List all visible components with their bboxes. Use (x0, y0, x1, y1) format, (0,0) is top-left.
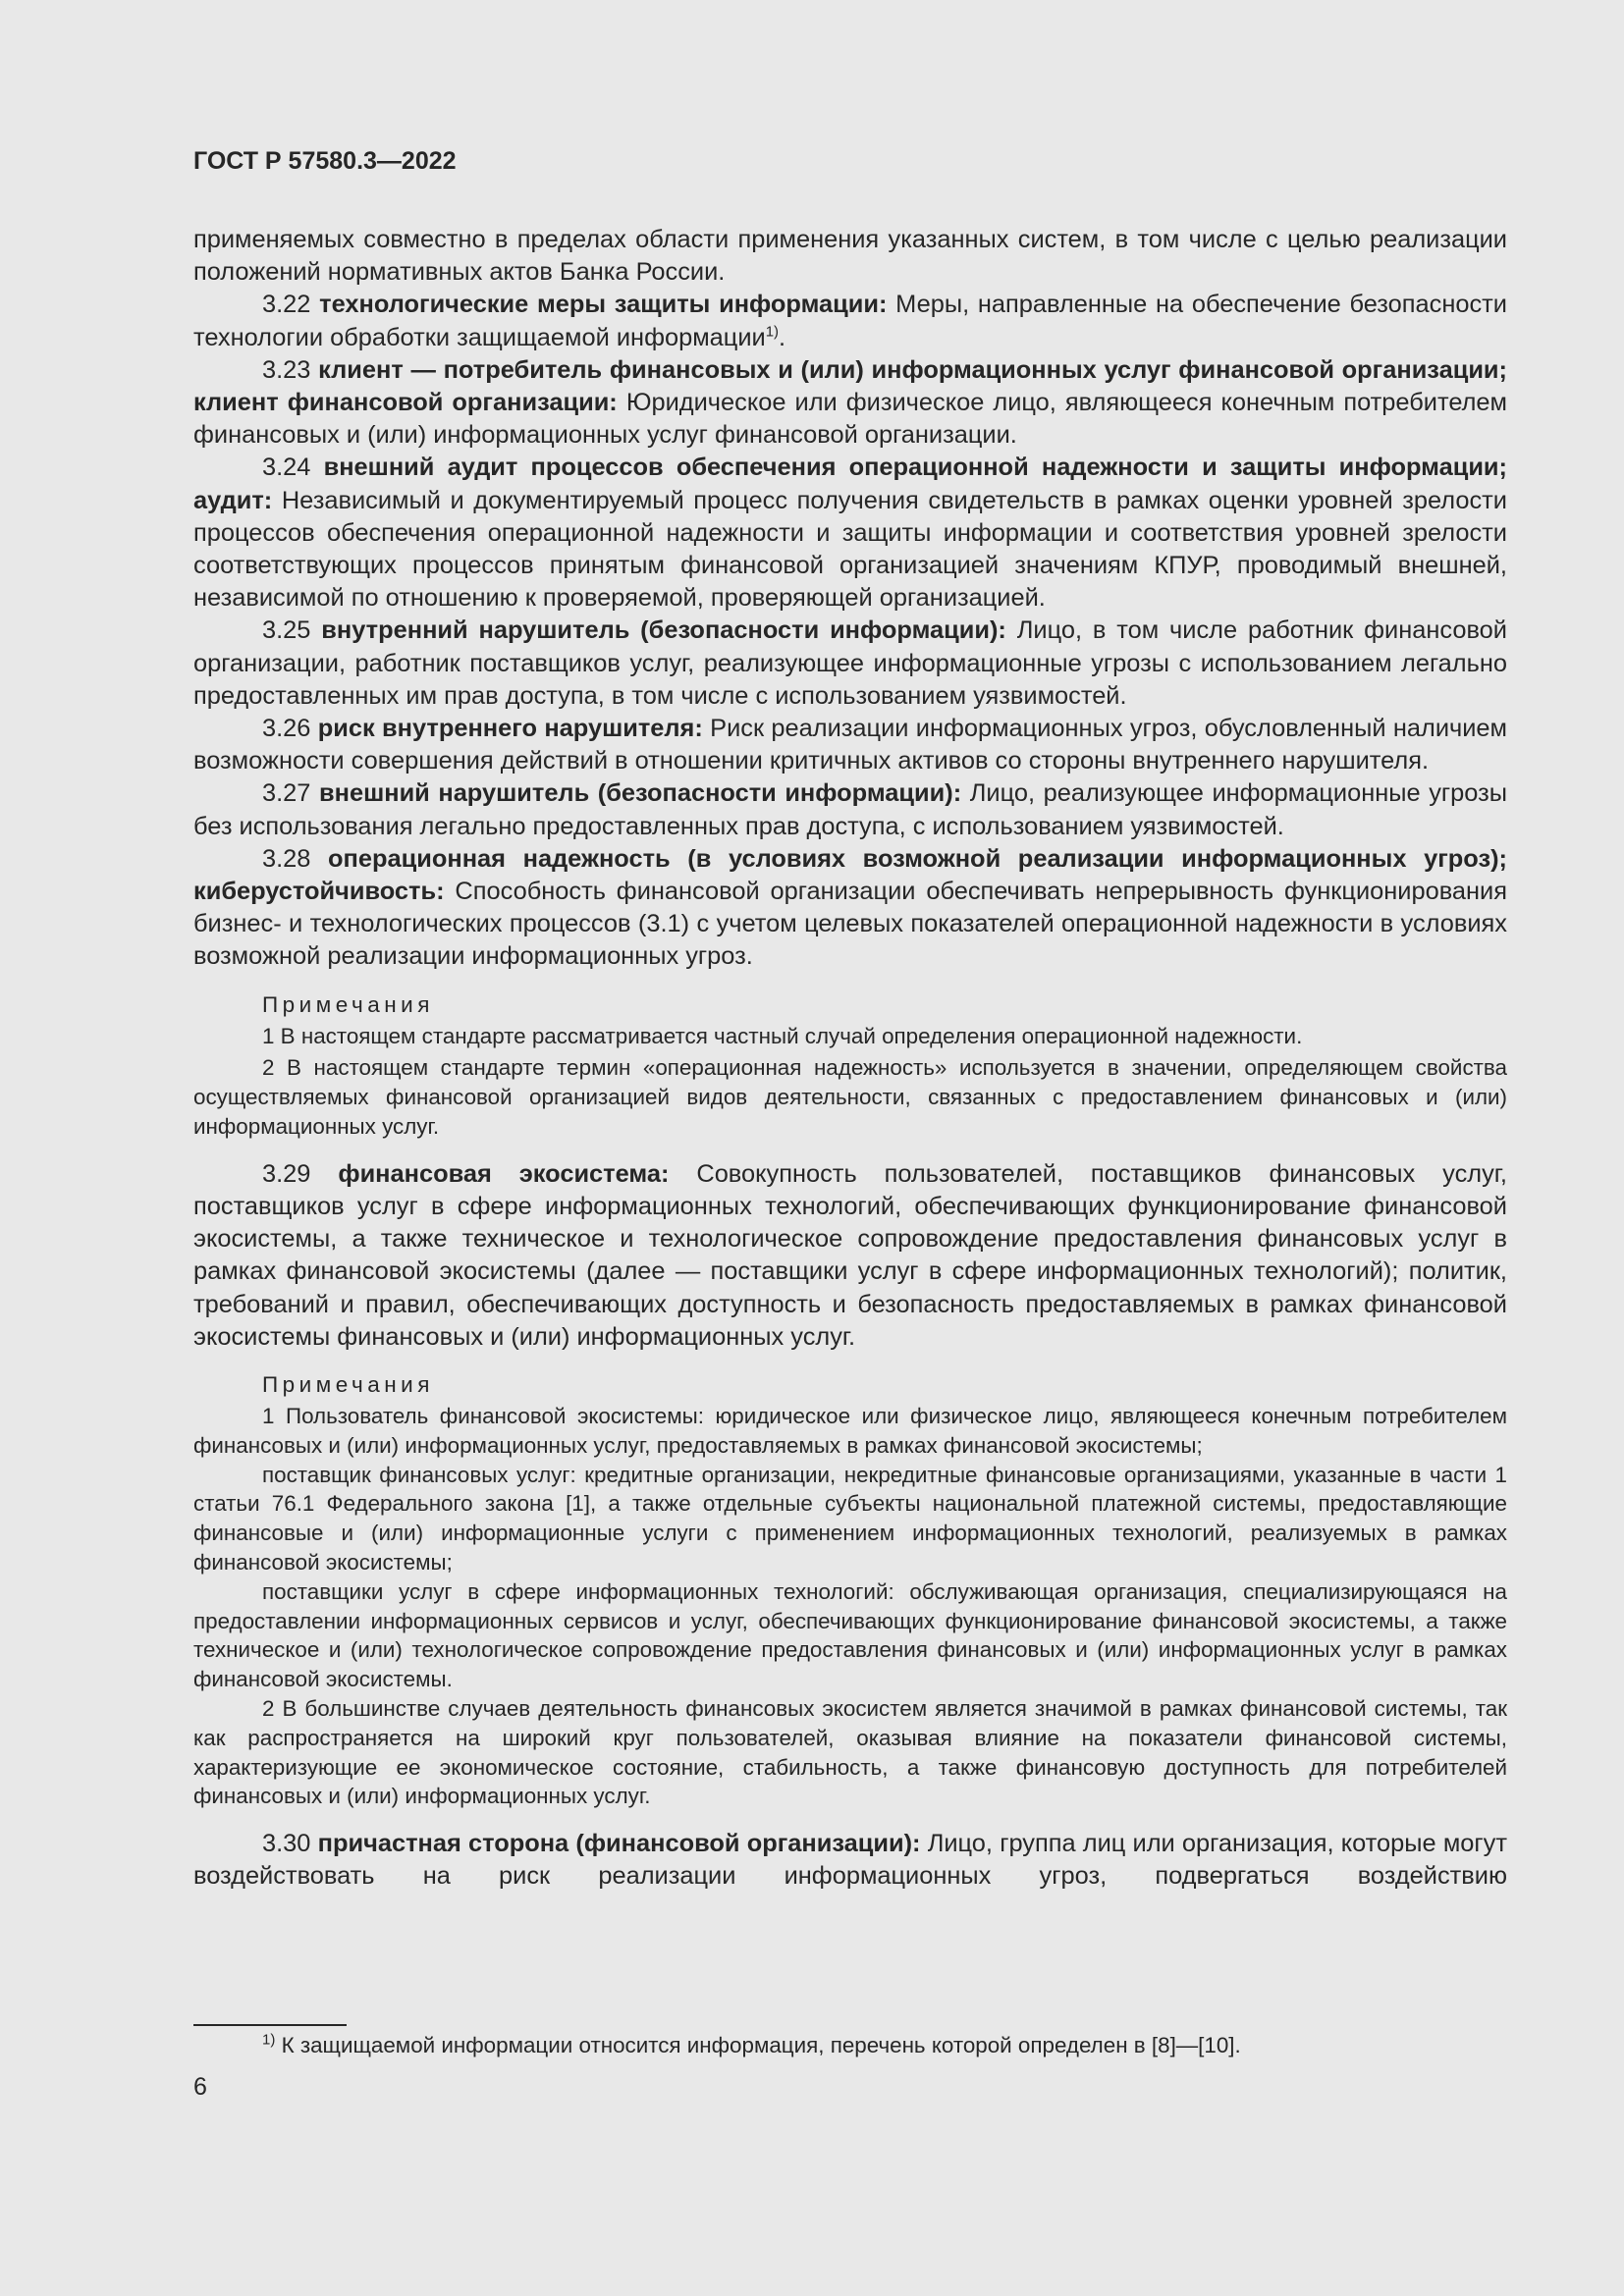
footnote-separator (193, 2024, 347, 2026)
document-header: ГОСТ Р 57580.3—2022 (193, 147, 457, 175)
notes-title: Примечания (262, 991, 434, 1017)
term-3-30: 3.30 причастная сторона (финансовой организации): Лицо, группа лиц или организация, которые могут воздействовать на риск реализации информационных угроз, подвергаться воздействию (193, 1830, 1507, 1891)
term-3-26: 3.26 риск внутреннего нарушителя: Риск реализации информационных угроз, обусловленный наличием возможности совершения действий в отношении критичных активов со стороны внутреннего нарушителя. (193, 715, 1507, 775)
notes-block-1 (193, 990, 1507, 1142)
notes-block-2 (193, 1370, 1507, 1811)
term-title: технологические меры защиты информации: (319, 291, 888, 319)
term-3-22: 3.22 технологические меры защиты информации: Меры, направленные на обеспечение безопасности технологии обработки защищаемой информации$^{1)}$. (193, 291, 1507, 351)
term-3-29: 3.29 финансовая экосистема: Совокупность пользователей, поставщиков финансовых услуг, поставщиков услуг в сфере информационных технологий, обеспечивающих функционирование финансовой экосистемы, а также техническое и технологическое сопровождение предоставления финансовых услуг в рамках финансовой экосистемы (далее — поставщики услуг в сфере информационных технологий); политик, требований и правил, обеспечивающих доступность и безопасность предоставляемых в рамках финансовой экосистемы финансовых и (или) информационных услуг. (193, 1159, 1507, 1351)
term-title: финансовая экосистема: (338, 1159, 670, 1188)
term-title: риск внутреннего нарушителя: (317, 715, 703, 743)
footnote-mark: 1) (262, 2031, 276, 2049)
note-item: поставщик финансовых услуг: кредитные организации, некредитные финансовые организациями, указанные в части 1 статьи 76.1 Федерального закона [1], а также отдельные субъекты национальной платежной системы, предоставляющие финансовые и (или) информационные услуги с применением информационных технологий, реализуемых в рамках финансовой экосистемы; (193, 1462, 1507, 1575)
note-item: 2 В настоящем стандарте термин «операционная надежность» используется в значении, определяющем свойства осуществляемых финансовой организацией видов деятельности, связанных с предоставлением финансовых и (или) информационных услуг. (193, 1055, 1507, 1140)
term-3-24: 3.24 внешний аудит процессов обеспечения операционной надежности и защиты информации; аудит: Независимый и документируемый процесс получения свидетельств в рамках оценки уровней зрелости процессов обеспечения операционной надежности и защиты информации и соответствия уровней зрелости соответствующих процессов принятым финансовой организацией значениям КПУР, проводимый внешней, независимой по отношению к проверяемой, проверяющей организацией. (193, 454, 1507, 613)
term-3-25: 3.25 внутренний нарушитель (безопасности информации): Лицо, в том числе работник финансовой организации, работник поставщиков услуг, реализующее информационные угрозы с использованием легально предоставленных им прав доступа, в том числе с использованием уязвимостей. (193, 616, 1507, 710)
term-3-28: 3.28 операционная надежность (в условиях возможной реализации информационных угроз); киберустойчивость: Способность финансовой организации обеспечивать непрерывность функционирования бизнес- и технологических процессов (3.1) с учетом целевых показателей операционной надежности в условиях возможной реализации информационных угроз. (193, 844, 1507, 971)
notes-title: Примечания (262, 1372, 434, 1398)
note-item: 1 В настоящем стандарте рассматривается частный случай определения операционной надежности. (262, 1023, 1303, 1048)
page-body (193, 224, 1507, 1894)
page-number: 6 (193, 2073, 207, 2101)
note-item: поставщики услуг в сфере информационных технологий: обслуживающая организация, специализирующаяся на предоставлении информационных сервисов и услуг, обеспечивающих функционирование финансовой экосистемы, а также техническое и (или) технологическое сопровождение предоставления финансовых и (или) информационных услуг в рамках финансовой экосистемы. (193, 1578, 1507, 1692)
term-3-23: 3.23 клиент — потребитель финансовых и (или) информационных услуг финансовой организации; клиент финансовой организации: Юридическое или физическое лицо, являющееся конечным потребителем финансовых и (или) информационных услуг финансовой организации. (193, 355, 1507, 450)
term-title: клиент — потребитель финансовых и (или) информационных услуг финансовой организации; клиент финансовой организации: (193, 355, 1507, 417)
term-title: операционная надежность (в условиях возможной реализации информационных угроз); киберустойчивость: (193, 844, 1507, 906)
note-item: 1 Пользователь финансовой экосистемы: юридическое или физическое лицо, являющееся конечным потребителем финансовых и (или) информационных услуг, предоставляемых в рамках финансовой экосистемы; (193, 1404, 1507, 1458)
term-title: внутренний нарушитель (безопасности информации): (321, 616, 1006, 645)
term-3-27: 3.27 внешний нарушитель (безопасности информации): Лицо, реализующее информационные угрозы без использования легально предоставленных прав доступа, с использованием уязвимостей. (193, 779, 1508, 840)
paragraph-continuation: применяемых совместно в пределах области применения указанных систем, в том числе с целью реализации положений нормативных актов Банка России. (193, 226, 1507, 287)
term-title: внешний нарушитель (безопасности информации): (319, 779, 962, 808)
term-title: причастная сторона (финансовой организации): (317, 1830, 921, 1858)
footnote-ref: 1) (765, 323, 780, 341)
footnote: $^{1)}$ К защищаемой информации относится информация, перечень которой определен в [8]—[10]. (262, 2031, 1241, 2057)
note-item: 2 В большинстве случаев деятельность финансовых экосистем является значимой в рамках финансовой системы, так как распространяется на широкий круг пользователей, оказывая влияние на показатели финансовой системы, характеризующие ее экономическое состояние, стабильность, а также финансовую доступность для потребителей финансовых и (или) информационных услуг. (193, 1696, 1507, 1809)
term-title: внешний аудит процессов обеспечения операционной надежности и защиты информации; аудит: (193, 454, 1507, 514)
